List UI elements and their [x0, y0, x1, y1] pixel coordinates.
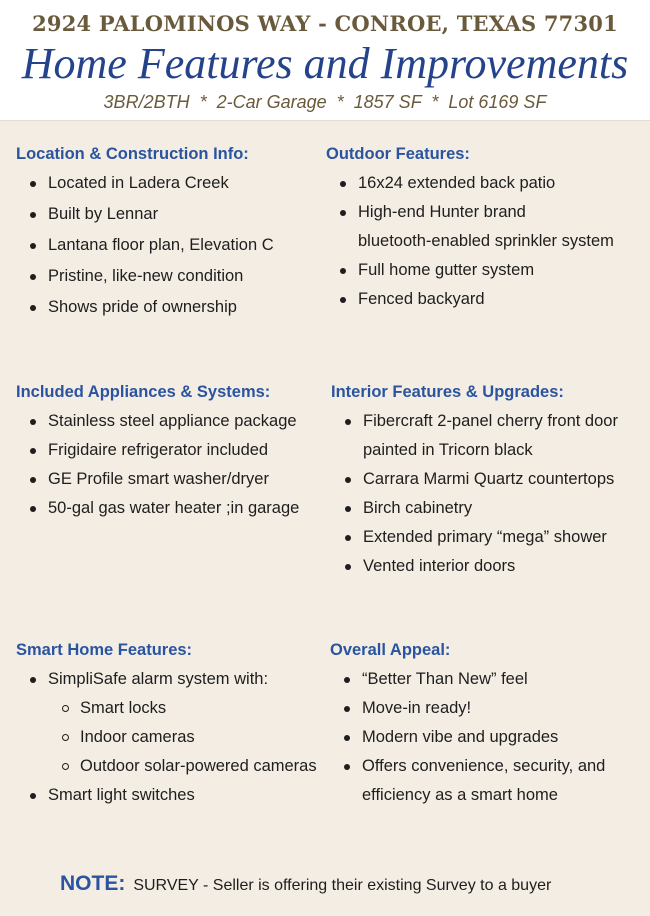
list-item: Smart light switches — [16, 781, 317, 810]
smart-home-title: Smart Home Features: — [16, 641, 193, 659]
outdoor-section — [326, 139, 614, 314]
appliances-list — [16, 407, 299, 523]
list-item-continuation: painted in Tricorn black — [363, 441, 533, 459]
list-item: Pristine, like-new condition — [16, 262, 274, 291]
list-item: SimpliSafe alarm system with: — [16, 665, 317, 694]
list-item: High-end Hunter brand — [326, 198, 614, 227]
list-item: Frigidaire refrigerator included — [16, 436, 299, 465]
list-item: Shows pride of ownership — [16, 293, 274, 322]
property-specs: 3BR/2BTH * 2-Car Garage * 1857 SF * Lot 6169 SF — [103, 92, 547, 112]
list-item: Lantana floor plan, Elevation C — [16, 231, 274, 260]
outdoor-list — [326, 169, 614, 314]
list-item: Fenced backyard — [326, 285, 614, 314]
smart-home-list — [16, 665, 317, 810]
list-item: Move-in ready! — [330, 694, 605, 723]
outdoor-title: Outdoor Features: — [326, 145, 470, 163]
appeal-title: Overall Appeal: — [330, 641, 451, 659]
property-address: 2924 PALOMINOS WAY - CONROE, TEXAS 77301 — [32, 11, 618, 36]
appliances-title: Included Appliances & Systems: — [16, 383, 271, 401]
appeal-section — [330, 635, 605, 810]
sub-list-item: Outdoor solar-powered cameras — [16, 752, 317, 781]
note-text: SURVEY - Seller is offering their existing Survey to a buyer — [133, 877, 552, 894]
interior-section — [331, 377, 618, 581]
list-item: Built by Lennar — [16, 200, 274, 229]
sub-list-item: Indoor cameras — [16, 723, 317, 752]
list-item: Carrara Marmi Quartz countertops — [331, 465, 618, 494]
location-title: Location & Construction Info: — [16, 145, 249, 163]
list-item: Fibercraft 2-panel cherry front door — [331, 407, 618, 436]
list-item: “Better Than New” feel — [330, 665, 605, 694]
sub-list-item: Smart locks — [16, 694, 317, 723]
list-item: Vented interior doors — [331, 552, 618, 581]
interior-list — [331, 407, 618, 581]
list-item: Modern vibe and upgrades — [330, 723, 605, 752]
list-item: GE Profile smart washer/dryer — [16, 465, 299, 494]
list-item: 50-gal gas water heater ;in garage — [16, 494, 299, 523]
interior-title: Interior Features & Upgrades: — [331, 383, 564, 401]
list-item: Birch cabinetry — [331, 494, 618, 523]
list-item: Stainless steel appliance package — [16, 407, 299, 436]
list-item: Full home gutter system — [326, 256, 614, 285]
header-banner — [0, 0, 650, 121]
list-item: Extended primary “mega” shower — [331, 523, 618, 552]
survey-note — [60, 872, 551, 896]
list-item: 16x24 extended back patio — [326, 169, 614, 198]
list-item-continuation: bluetooth-enabled sprinkler system — [358, 232, 614, 250]
note-label: NOTE: — [60, 872, 126, 895]
location-list — [16, 169, 274, 322]
location-section — [16, 139, 274, 322]
page-title: Home Features and Improvements — [21, 39, 629, 88]
appeal-list — [330, 665, 605, 810]
smart-home-section — [16, 635, 317, 810]
list-item: Located in Ladera Creek — [16, 169, 274, 198]
list-item: Offers convenience, security, and — [330, 752, 605, 781]
appliances-section — [16, 377, 299, 523]
list-item-continuation: efficiency as a smart home — [362, 786, 558, 804]
